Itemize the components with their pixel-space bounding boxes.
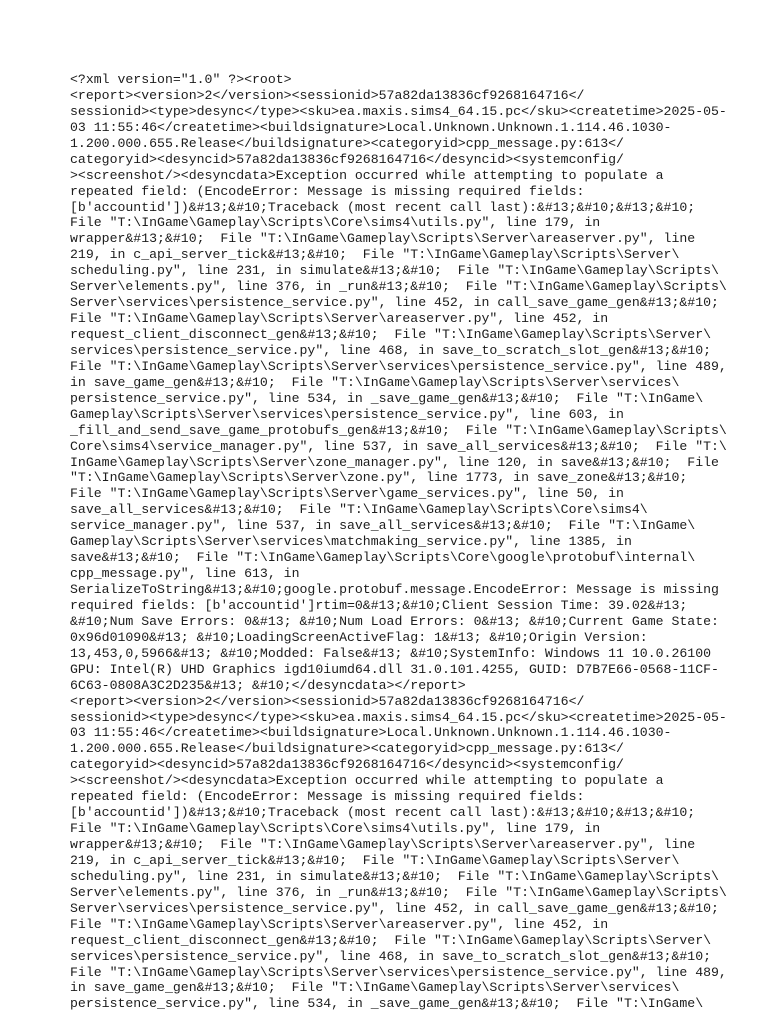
text-line: categoryid><desyncid>57a82da13836cf9268164716</desyncid><systemconfig/ [70, 757, 624, 773]
text-line: 13,453,0,5966&#13; &#10;Modded: False&#13; &#10;SystemInfo: Windows 11 10.0.26100 [70, 645, 712, 661]
text-line: services\persistence_service.py", line 468, in save_to_scratch_slot_gen&#13;&#10; [70, 948, 712, 964]
text-line: wrapper&#13;&#10; File "T:\InGame\Gameplay\Scripts\Server\areaserver.py", line [70, 837, 696, 852]
text-line: SerializeToString&#13;&#10;google.protobuf.message.EncodeError: Message is missing [70, 582, 719, 597]
text-line: scheduling.py", line 231, in simulate&#13;&#10; File "T:\InGame\Gameplay\Scripts\ [70, 868, 719, 884]
text-line: in save_game_gen&#13;&#10; File "T:\InGame\Gameplay\Scripts\Server\services\ [70, 980, 680, 996]
text-line: GPU: Intel(R) UHD Graphics igd10iumd64.dll 31.0.101.4255, GUID: D7B7E66-0568-11CF- [70, 661, 719, 677]
text-line: Server\services\persistence_service.py", line 452, in call_save_game_gen&#13;&#10; [70, 295, 719, 311]
text-line: repeated field: (EncodeError: Message is missing required fields: [70, 183, 585, 199]
text-line: sessionid><type>desync</type><sku>ea.maxis.sims4_64.15.pc</sku><createtime>2025-05- [70, 709, 727, 725]
text-line: 0x96d01090&#13; &#10;LoadingScreenActiveFlag: 1&#13; &#10;Origin Version: [70, 629, 648, 645]
text-line: ><screenshot/><desyncdata>Exception occurred while attempting to populate a [70, 773, 664, 789]
text-line: persistence_service.py", line 534, in _save_game_gen&#13;&#10; File "T:\InGame\ [70, 390, 704, 406]
text-line: sessionid><type>desync</type><sku>ea.maxis.sims4_64.15.pc</sku><createtime>2025-05- [70, 103, 727, 119]
text-line: save_all_services&#13;&#10; File "T:\InGame\Gameplay\Scripts\Core\sims4\ [70, 502, 648, 518]
text-line: service_manager.py", line 537, in save_all_services&#13;&#10; File "T:\InGame\ [70, 518, 696, 534]
text-line: required fields: [b'accountid']rtim=0&#13;&#10;Client Session Time: 39.02&#13; [70, 597, 688, 613]
text-line: Server\elements.py", line 376, in _run&#13;&#10; File "T:\InGame\Gameplay\Scripts\ [70, 884, 727, 900]
text-line: 1.200.000.655.Release</buildsignature><categoryid>cpp_message.py:613</ [70, 135, 624, 151]
text-line: File "T:\InGame\Gameplay\Scripts\Core\sims4\utils.py", line 179, in [70, 821, 601, 837]
text-line: save&#13;&#10; File "T:\InGame\Gameplay\Scripts\Core\google\protobuf\internal\ [70, 550, 696, 566]
text-line: Gameplay\Scripts\Server\services\persistence_service.py", line 603, in [70, 406, 624, 422]
text-line: repeated field: (EncodeError: Message is missing required fields: [70, 789, 585, 805]
text-line: categoryid><desyncid>57a82da13836cf9268164716</desyncid><systemconfig/ [70, 151, 624, 167]
text-line: 1.200.000.655.Release</buildsignature><categoryid>cpp_message.py:613</ [70, 741, 624, 757]
text-line: [b'accountid'])&#13;&#10;Traceback (most recent call last):&#13;&#10;&#13;&#10; [70, 199, 696, 215]
text-line: in save_game_gen&#13;&#10; File "T:\InGame\Gameplay\Scripts\Server\services\ [70, 374, 680, 390]
text-line: 6C63-0808A3C2D235&#13; &#10;</desyncdata></report> [70, 677, 466, 693]
text-line: request_client_disconnect_gen&#13;&#10; File "T:\InGame\Gameplay\Scripts\Server\ [70, 327, 712, 342]
text-line: File "T:\InGame\Gameplay\Scripts\Server\areaserver.py", line 452, in [70, 916, 609, 932]
text-line: <report><version>2</version><sessionid>57a82da13836cf9268164716</ [70, 87, 585, 103]
text-line: Gameplay\Scripts\Server\services\matchmaking_service.py", line 1385, in [70, 534, 632, 550]
text-line: 03 11:55:46</createtime><buildsignature>Local.Unknown.Unknown.1.114.46.1030- [70, 119, 672, 135]
text-line: scheduling.py", line 231, in simulate&#13;&#10; File "T:\InGame\Gameplay\Scripts\ [70, 263, 719, 279]
text-line: request_client_disconnect_gen&#13;&#10; File "T:\InGame\Gameplay\Scripts\Server\ [70, 932, 712, 948]
text-line: persistence_service.py", line 534, in _save_game_gen&#13;&#10; File "T:\InGame\ [70, 996, 704, 1012]
text-line: Server\elements.py", line 376, in _run&#13;&#10; File "T:\InGame\Gameplay\Scripts\ [70, 279, 727, 295]
text-line: &#10;Num Save Errors: 0&#13; &#10;Num Load Errors: 0&#13; &#10;Current Game State: [70, 613, 719, 629]
text-line: Core\sims4\service_manager.py", line 537, in save_all_services&#13;&#10; File "T:\ [70, 438, 727, 454]
text-line: 219, in c_api_server_tick&#13;&#10; File "T:\InGame\Gameplay\Scripts\Server\ [70, 852, 680, 868]
text-line: wrapper&#13;&#10; File "T:\InGame\Gameplay\Scripts\Server\areaserver.py", line [70, 231, 696, 247]
text-line: 03 11:55:46</createtime><buildsignature>Local.Unknown.Unknown.1.114.46.1030- [70, 725, 672, 741]
text-line: InGame\Gameplay\Scripts\Server\zone_manager.py", line 120, in save&#13;&#10; File [70, 454, 719, 470]
text-line: services\persistence_service.py", line 468, in save_to_scratch_slot_gen&#13;&#10; [70, 342, 712, 358]
text-line: <report><version>2</version><sessionid>57a82da13836cf9268164716</ [70, 693, 585, 709]
text-line: <?xml version="1.0" ?><root> [70, 72, 292, 87]
text-line: _fill_and_send_save_game_protobufs_gen&#13;&#10; File "T:\InGame\Gameplay\Scripts\ [70, 422, 727, 438]
text-line: File "T:\InGame\Gameplay\Scripts\Server\services\persistence_service.py", line 489, [70, 358, 727, 374]
text-line: File "T:\InGame\Gameplay\Scripts\Core\sims4\utils.py", line 179, in [70, 215, 601, 231]
crash-report-text [70, 72, 727, 1012]
text-line: 219, in c_api_server_tick&#13;&#10; File "T:\InGame\Gameplay\Scripts\Server\ [70, 247, 680, 263]
text-line: ><screenshot/><desyncdata>Exception occurred while attempting to populate a [70, 167, 664, 183]
text-line: Server\services\persistence_service.py", line 452, in call_save_game_gen&#13;&#10; [70, 900, 719, 916]
text-line: "T:\InGame\Gameplay\Scripts\Server\zone.py", line 1773, in save_zone&#13;&#10; [70, 470, 688, 486]
text-line: File "T:\InGame\Gameplay\Scripts\Server\game_services.py", line 50, in [70, 486, 624, 502]
text-line: File "T:\InGame\Gameplay\Scripts\Server\services\persistence_service.py", line 489, [70, 964, 727, 980]
text-line: [b'accountid'])&#13;&#10;Traceback (most recent call last):&#13;&#10;&#13;&#10; [70, 805, 696, 821]
text-line: cpp_message.py", line 613, in [70, 566, 300, 582]
text-line: File "T:\InGame\Gameplay\Scripts\Server\areaserver.py", line 452, in [70, 311, 609, 327]
